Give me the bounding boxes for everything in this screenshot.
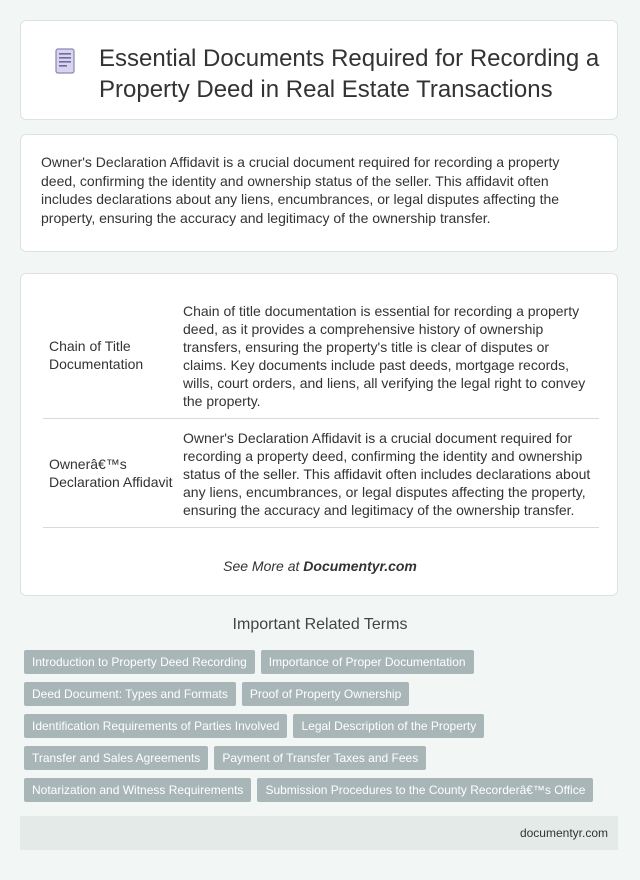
related-term-tag[interactable]: Identification Requirements of Parties Involved [24, 714, 287, 738]
tag-row [24, 714, 624, 746]
tag-row [24, 682, 624, 714]
related-term-tag[interactable]: Legal Description of the Property [293, 714, 484, 738]
related-terms-title: Important Related Terms [232, 616, 408, 633]
tag-row [24, 778, 624, 810]
document-icon [55, 48, 75, 74]
table-term: Ownerâ€™s Declaration Affidavit [43, 419, 177, 528]
table-term: Chain of Title Documentation [43, 292, 177, 419]
title-card [20, 20, 618, 120]
related-term-tag[interactable]: Introduction to Property Deed Recording [24, 650, 255, 674]
related-term-tag[interactable]: Importance of Proper Documentation [261, 650, 474, 674]
see-more-link[interactable] [21, 558, 619, 574]
table-row [43, 292, 599, 419]
table-card [20, 273, 618, 596]
tag-row [24, 746, 624, 778]
footer-site-link[interactable]: documentyr.com [519, 826, 608, 840]
related-terms-list [24, 650, 624, 810]
related-term-tag[interactable]: Submission Procedures to the County Recorderâ€™s Office [257, 778, 593, 802]
related-term-tag[interactable]: Notarization and Witness Requirements [24, 778, 251, 802]
footer [20, 816, 618, 850]
intro-card [20, 134, 618, 252]
tag-row [24, 650, 624, 682]
table-description: Chain of title documentation is essential for recording a property deed, as it provides a comprehensive history of ownership transfers, ensuring the property's title is clear of disputes or claims. Key documents include past deeds, mortgage records, wills, court orders, and liens, all verifying the legal right to convey the property. [177, 292, 599, 419]
intro-paragraph: Owner's Declaration Affidavit is a crucial document required for recording a property deed, confirming the identity and ownership status of the seller. This affidavit often includes declarations about any liens, encumbrances, or legal disputes affecting the property, ensuring the accuracy and legitimacy of the ownership transfer. [41, 154, 560, 226]
related-term-tag[interactable]: Proof of Property Ownership [242, 682, 409, 706]
table-description: Owner's Declaration Affidavit is a crucial document required for recording a property deed, confirming the identity and ownership status of the seller. This affidavit often includes declarations about any liens, encumbrances, or legal disputes affecting the property, ensuring the accuracy and legitimacy of the ownership transfer. [177, 419, 599, 528]
documents-table [43, 292, 599, 528]
page-title: Essential Documents Required for Recording a Property Deed in Real Estate Transactions [99, 45, 600, 103]
related-term-tag[interactable]: Deed Document: Types and Formats [24, 682, 236, 706]
related-term-tag[interactable]: Payment of Transfer Taxes and Fees [214, 746, 426, 770]
see-more-prefix: See More at [223, 558, 304, 574]
related-term-tag[interactable]: Transfer and Sales Agreements [24, 746, 208, 770]
table-row [43, 419, 599, 528]
see-more-site: Documentyr.com [303, 558, 417, 574]
